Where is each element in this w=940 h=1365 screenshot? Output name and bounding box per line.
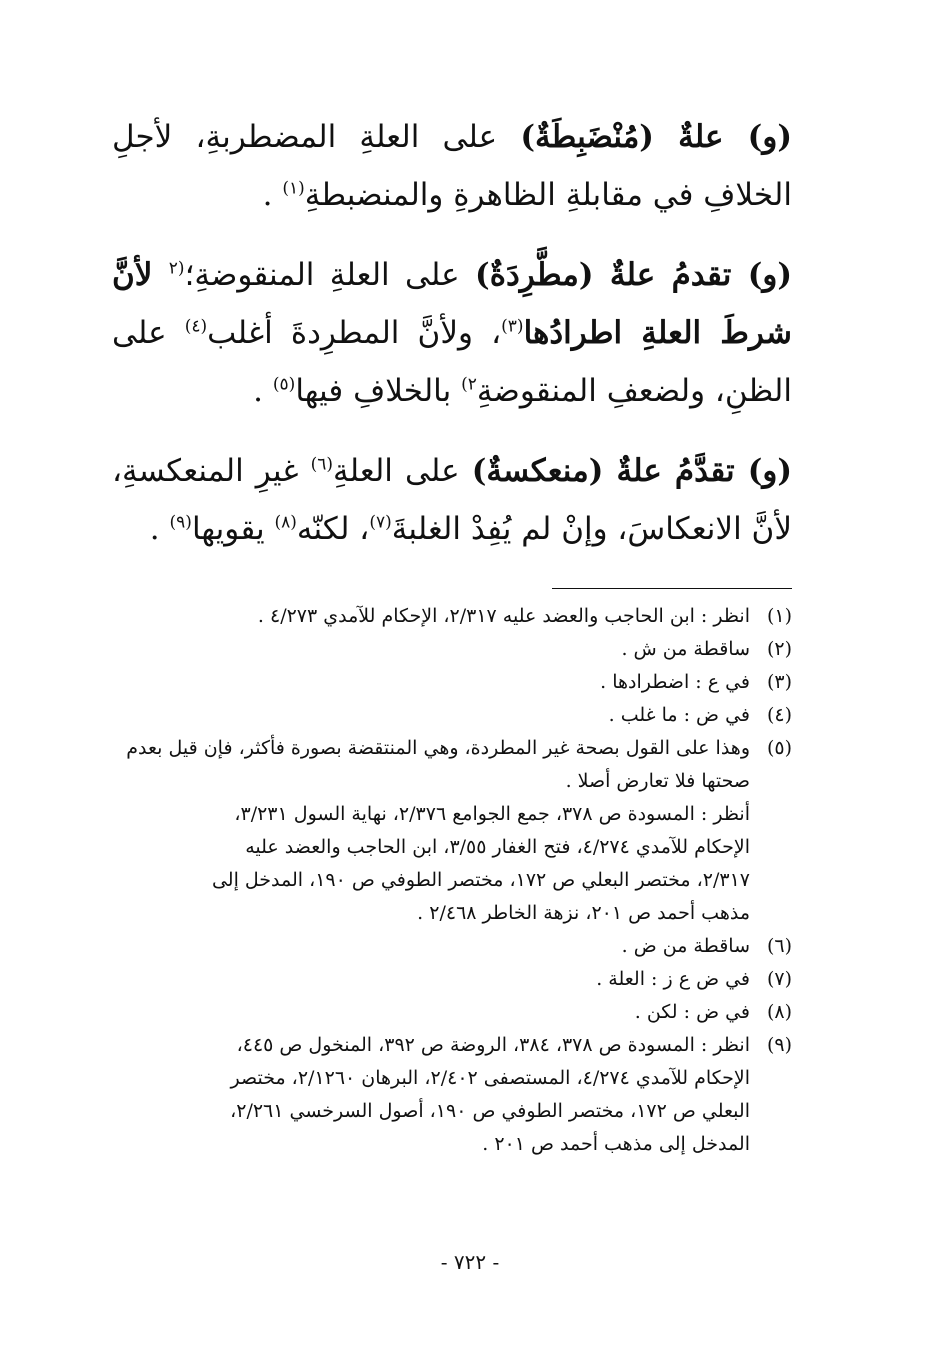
footnote-line: صحتها فلا تعارض أصلا . [565, 770, 750, 792]
footnote-body [112, 1029, 750, 1161]
footnote-ref-6[interactable]: (٦) [310, 454, 334, 475]
footnote-ref-2-open[interactable]: (٢ [168, 258, 185, 279]
footnote-9 [112, 1029, 792, 1161]
footnote-line: في ع : اضطرادها . [600, 671, 750, 693]
footnote-line: انظر : ابن الحاجب والعضد عليه ٢/٣١٧، الإحكام للآمدي ٤/٢٧٣ . [257, 605, 750, 627]
paragraph-1-lead: (و) علةٌ (مُنْضَبِطَةٌ) [520, 119, 792, 155]
paragraph-2-text4: على الظنِ، ولضعفِ المنقوضةِ [112, 315, 792, 409]
footnote-line: وهذا على القول بصحة غير المطردة، وهي المنتقضة بصورة فأكثر، فإن قيل بعدم [126, 737, 750, 759]
footnote-body [112, 963, 750, 996]
footnote-3 [112, 666, 792, 699]
footnote-line: ٢/٣١٧، مختصر البعلي ص ١٧٢، مختصر الطوفي ص ١٩٠، المدخل إلى [211, 869, 750, 891]
paragraph-3-lead: (و) تقدَّمُ علةٌ (منعكسةٌ) [471, 453, 793, 489]
footnote-6 [112, 930, 792, 963]
footnote-ref-8[interactable]: (٨) [274, 512, 297, 533]
footnote-number: (٧) [766, 968, 792, 990]
footnote-line: أنظر : المسودة ص ٣٧٨، جمع الجوامع ٢/٣٧٦، نهاية السول ٣/٢٣١، [234, 803, 750, 825]
paragraph-3-text4: يقويها [191, 511, 275, 547]
footnote-line: في ض : لكن . [634, 1001, 750, 1023]
paragraph-2-text3: ، ولأنَّ المطرِدةَ أغلب [207, 315, 502, 351]
footnote-5 [112, 732, 792, 930]
footnote-body [112, 600, 750, 633]
footnote-number: (٦) [766, 935, 792, 957]
footnote-number: (٩) [766, 1034, 792, 1056]
footnote-body [112, 732, 750, 930]
footnote-number: (١) [766, 605, 792, 627]
footnote-2 [112, 633, 792, 666]
footnote-body [112, 699, 750, 732]
footnote-line: ساقطة من ض . [621, 935, 750, 957]
footnote-4 [112, 699, 792, 732]
paragraph-2-text5: بالخلافِ فيها [295, 373, 462, 409]
footnote-line: ساقطة من ش . [621, 638, 750, 660]
paragraph-1-end: . [262, 177, 283, 213]
footnote-ref-1[interactable]: (١) [282, 178, 305, 199]
paragraph-2-text2: لأنَّ شرطَ العلةِ اطرادُها [112, 257, 792, 351]
paragraph-1-text: على العلةِ المضطربةِ، لأجلِ الخلافِ في مقابلةِ الظاهرةِ والمنضبطةِ [112, 119, 792, 213]
footnote-number: (٨) [766, 1001, 792, 1023]
footnote-body [112, 633, 750, 666]
footnote-8 [112, 996, 792, 1029]
paragraph-3-end: . [149, 511, 170, 547]
paragraph-1 [112, 108, 792, 224]
footnote-line: في ض : ما غلب . [608, 704, 750, 726]
footnote-line: انظر : المسودة ص ٣٧٨، ٣٨٤، الروضة ص ٣٩٢، المنخول ص ٤٤٥، [236, 1034, 750, 1056]
footnote-line: البعلي ص ١٧٢، مختصر الطوفي ص ١٩٠، أصول السرخسي ٢/٢٦١، [230, 1100, 750, 1122]
footnote-line: المدخل إلى مذهب أحمد ص ٢٠١ . [482, 1133, 750, 1155]
paragraph-3-text3: ، لكنّه [296, 511, 370, 547]
main-text [112, 108, 792, 580]
paragraph-3-text: على العلةِ [333, 453, 472, 489]
footnote-number: (٢) [766, 638, 792, 660]
footnote-body [112, 930, 750, 963]
footnote-body [112, 996, 750, 1029]
footnote-ref-2-close[interactable]: ٢) [461, 374, 477, 395]
footnote-line: مذهب أحمد ص ٢٠١، نزهة الخاطر ٢/٤٦٨ . [417, 902, 750, 924]
footnote-separator [552, 588, 792, 589]
paragraph-3-text2: غيرِ المنعكسةِ، لأنَّ الانعكاسَ، وإنْ لم يُفِدْ الغلبةَ [112, 453, 792, 547]
footnote-line: الإحكام للآمدي ٤/٢٧٤، المستصفى ٢/٤٠٢، البرهان ٢/١٢٦٠، مختصر [230, 1067, 750, 1089]
footnote-line: الإحكام للآمدي ٤/٢٧٤، فتح الغفار ٣/٥٥، ابن الحاجب والعضد عليه [245, 836, 750, 858]
footnote-ref-3[interactable]: (٣) [501, 316, 524, 337]
footnote-number: (٣) [766, 671, 792, 693]
footnote-number: (٤) [766, 704, 792, 726]
paragraph-2 [112, 246, 792, 420]
footnote-ref-5[interactable]: (٥) [272, 374, 296, 395]
paragraph-2-lead: (و) تقدمُ علةٌ (مطَّرِدَةٌ) [475, 257, 792, 293]
footnote-ref-7[interactable]: (٧) [369, 512, 392, 533]
paragraph-2-end: . [253, 373, 273, 409]
footnote-line: في ض ع ز : العلة . [596, 968, 750, 990]
footnote-body [112, 666, 750, 699]
footnote-7 [112, 963, 792, 996]
footnote-ref-4[interactable]: (٤) [184, 316, 208, 337]
page-number: - ٧٢٢ - [440, 1250, 500, 1274]
footnote-ref-9[interactable]: (٩) [169, 512, 192, 533]
footnotes [112, 600, 792, 1161]
paragraph-3 [112, 442, 792, 558]
footnote-1 [112, 600, 792, 633]
footnote-number: (٥) [766, 737, 792, 759]
paragraph-2-text: على العلةِ المنقوضةِ؛ [184, 257, 476, 293]
